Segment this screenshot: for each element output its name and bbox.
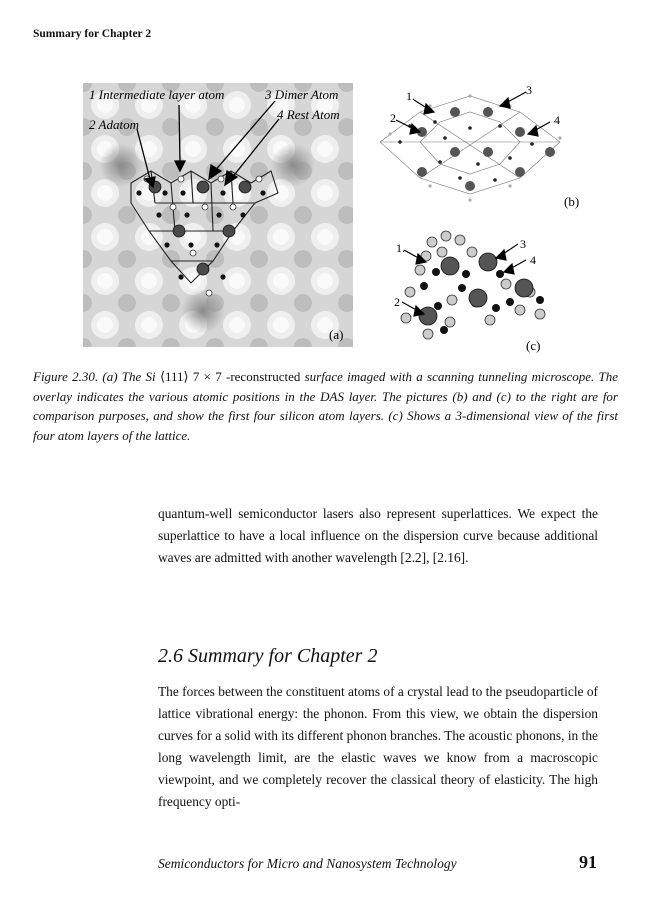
panel-c-marker-4: 4 <box>530 253 536 267</box>
panel-c-marker-2: 2 <box>394 295 400 309</box>
panel-c-label: (c) <box>526 338 541 353</box>
section-heading: 2.6 Summary for Chapter 2 <box>158 645 378 667</box>
body-paragraph-1: quantum-well semiconductor lasers also represent superlattices. We expect the superlattice to have a local influence on the dispersion curve because additional waves are admitted with another wavelength [2.2], [2.16]. <box>158 506 598 565</box>
label-rest-atom: 4 Rest Atom <box>277 107 340 122</box>
panel-b-marker-1: 1. <box>406 89 415 103</box>
footer-book-title: Semiconductors for Micro and Nanosystem Technology <box>158 856 457 871</box>
caption-part-2: 7 × 7 -reconstructed <box>192 369 301 384</box>
panel-b-marker-3: 3 <box>526 83 532 97</box>
panel-c-marker-1: 1. <box>396 241 405 255</box>
caption-miller-index: ⟨111⟩ <box>159 369 189 384</box>
lattice-3d-panel-c <box>380 222 580 357</box>
panel-b-label: (b) <box>564 194 580 209</box>
stm-image-panel-a <box>83 83 353 347</box>
running-head: Summary for Chapter 2 <box>33 28 152 40</box>
panel-c-marker-3: 3 <box>520 237 526 251</box>
label-intermediate-atom: 1 Intermediate layer atom <box>89 87 225 102</box>
label-dimer-atom: 3 Dimer Atom <box>265 87 339 102</box>
panel-b-marker-2: 2 <box>390 111 396 125</box>
caption-part-1: Figure 2.30. (a) The Si <box>33 369 156 384</box>
page-number: 91 <box>579 852 597 872</box>
panel-b-marker-4: 4 <box>554 113 560 127</box>
caption-part-3: surface imaged with a scanning tunneling microscope. The overlay indicates the various atomic positions in the DAS layer. The pictures (b) and (c) to the right are for comparison purposes, and show the first four silicon atom layers. (c) Shows a 3-dimensional view of the first four atom layers of the lattice. <box>33 369 619 443</box>
body-paragraph-2: The forces between the constituent atoms of a crystal lead to the pseudoparticle of lattice vibrational energy: the phonon. From this view, we obtain the dispersion curves for a solid with its different phonon branches. The acoustic phonons, in the long wavelength limit, are the elastic waves we know from a macroscopic viewpoint, and we completely recover the classical theory of elasticity. The high frequency opti- <box>158 684 598 809</box>
label-adatom: 2 Adatom <box>89 117 139 132</box>
panel-a-label: (a) <box>329 327 344 342</box>
figure-caption <box>33 367 618 445</box>
lattice-panel-b <box>360 82 590 212</box>
